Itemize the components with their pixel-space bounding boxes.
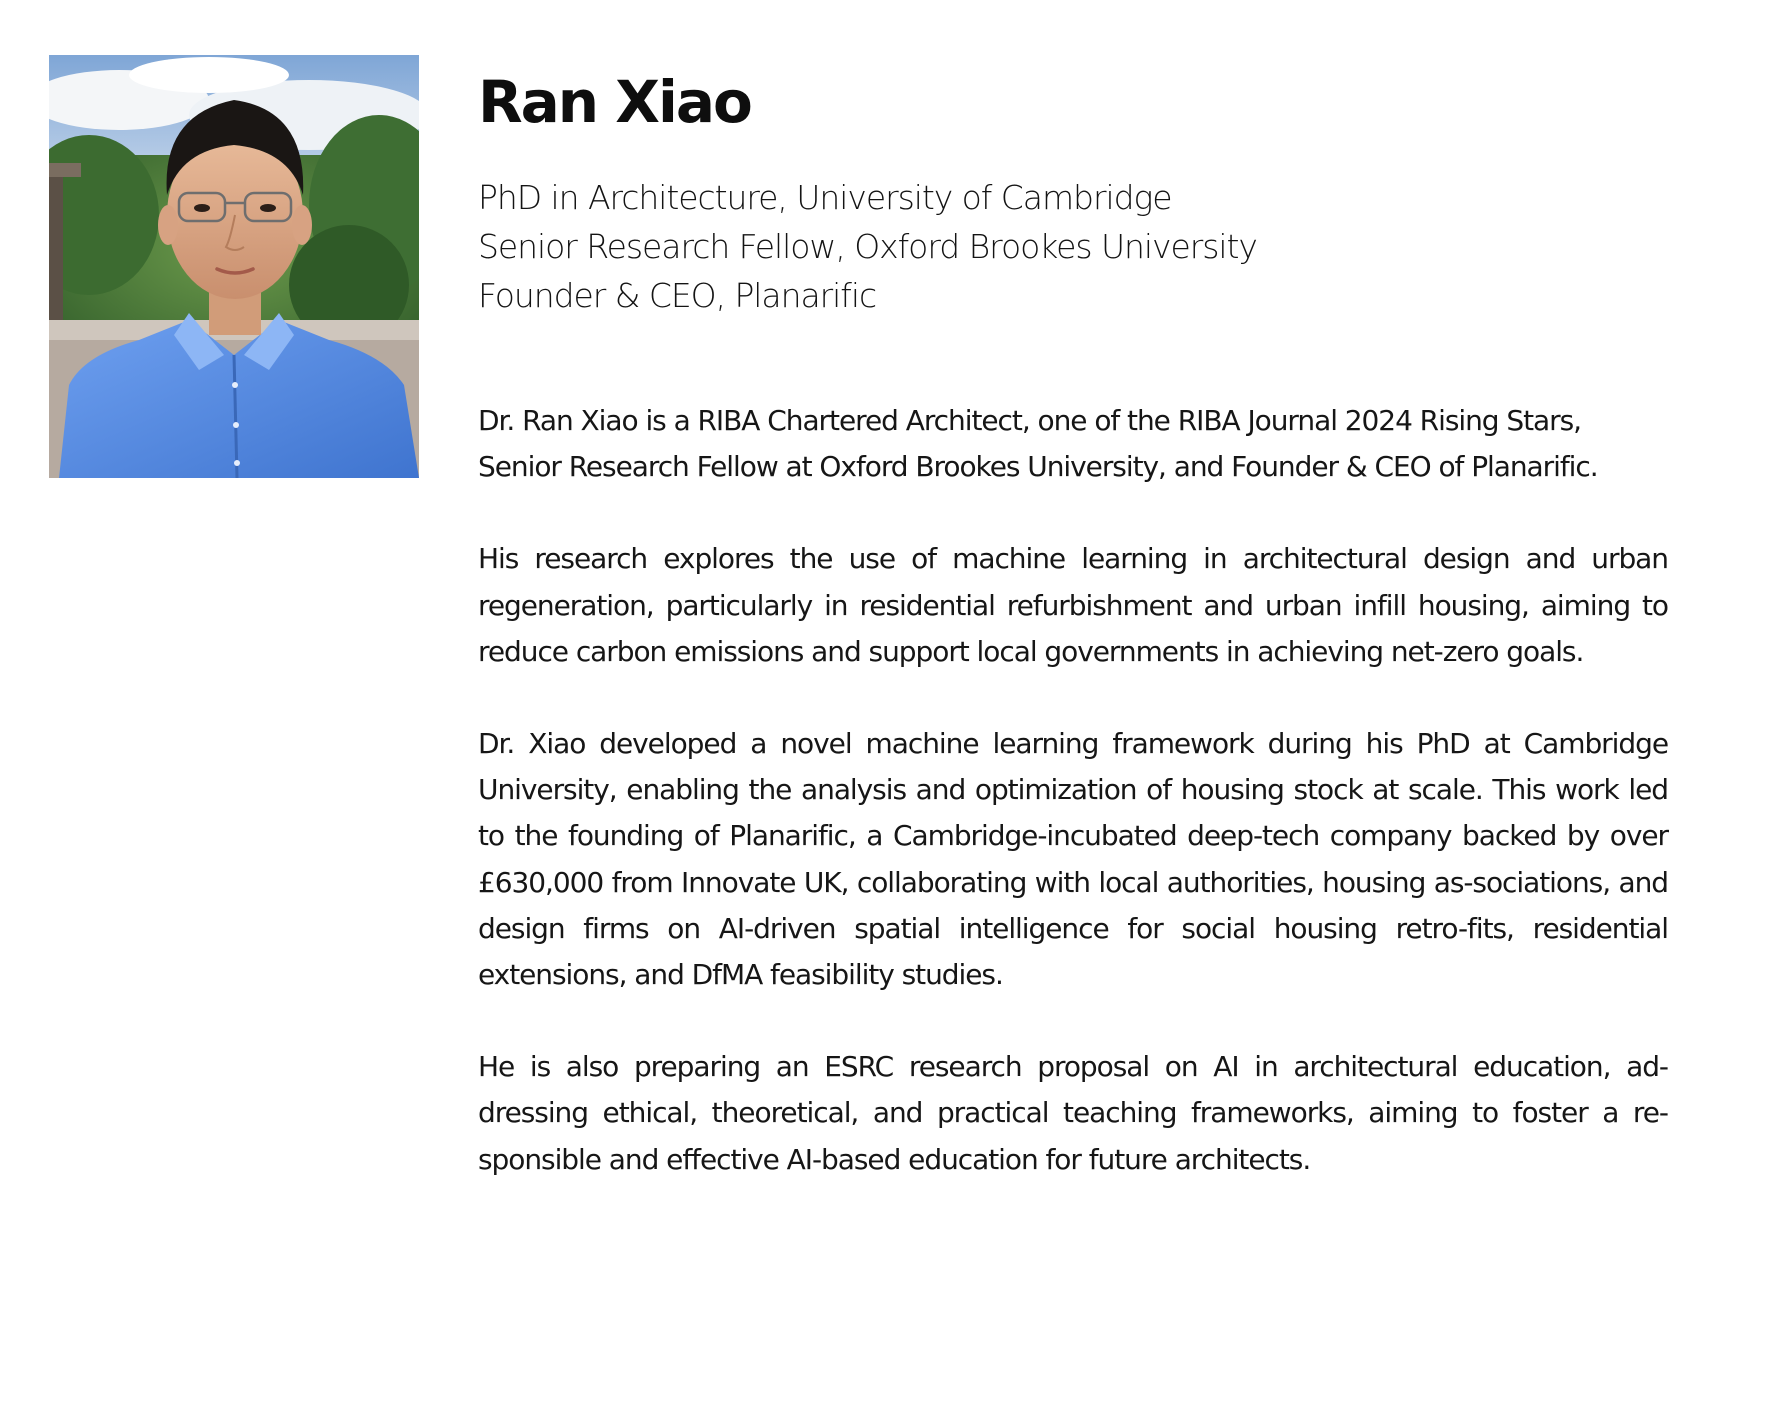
ear-left: [158, 205, 178, 245]
button: [233, 422, 239, 428]
cloud: [129, 57, 289, 93]
bio-paragraph: Dr. Xiao developed a novel machine learning framework during his PhD at Cambridge University, enabling the analysis and optimization of housing stock at scale. This work led to the founding of Planarific, a Cambridge-incubated deep-tech company backed by over £630,000 from Innovate UK, collaborating with local authorities, housing as-sociations, and design firms on AI-driven spatial intelligence for social housing retro-fits, residential extensions, and DfMA feasibility studies.: [478, 727, 1668, 992]
portrait-illustration: [49, 55, 419, 478]
profile-photo: [49, 55, 419, 478]
bio-paragraph: He is also preparing an ESRC research proposal on AI in architectural education, ad-dressing ethical, theoretical, and practical teaching frameworks, aiming to foster a re-sponsible and effective AI-based education for future architects.: [478, 1050, 1668, 1176]
button: [234, 460, 240, 466]
ear-right: [292, 205, 312, 245]
post-top: [49, 163, 81, 177]
biography: [478, 398, 1668, 1229]
credentials-list: [478, 173, 1668, 320]
credential-item: PhD in Architecture, University of Cambridge: [478, 178, 1172, 217]
credential-item: Founder & CEO, Planarific: [478, 276, 877, 315]
bio-paragraph: Dr. Ran Xiao is a RIBA Chartered Architect, one of the RIBA Journal 2024 Rising Stars, Senior Research Fellow at Oxford Brookes University, and Founder & CEO of Planarific.: [478, 404, 1598, 484]
profile-content: [478, 60, 1668, 1176]
profile-name: Ran Xiao: [478, 68, 751, 136]
eye-left: [194, 204, 210, 212]
button: [232, 382, 238, 388]
credential-item: Senior Research Fellow, Oxford Brookes University: [478, 227, 1257, 266]
bio-paragraph: His research explores the use of machine learning in architectural design and urban regeneration, particularly in residential refurbishment and urban infill housing, aiming to reduce carbon emissions and support local governments in achieving net-zero goals.: [478, 542, 1668, 668]
eye-right: [260, 204, 276, 212]
